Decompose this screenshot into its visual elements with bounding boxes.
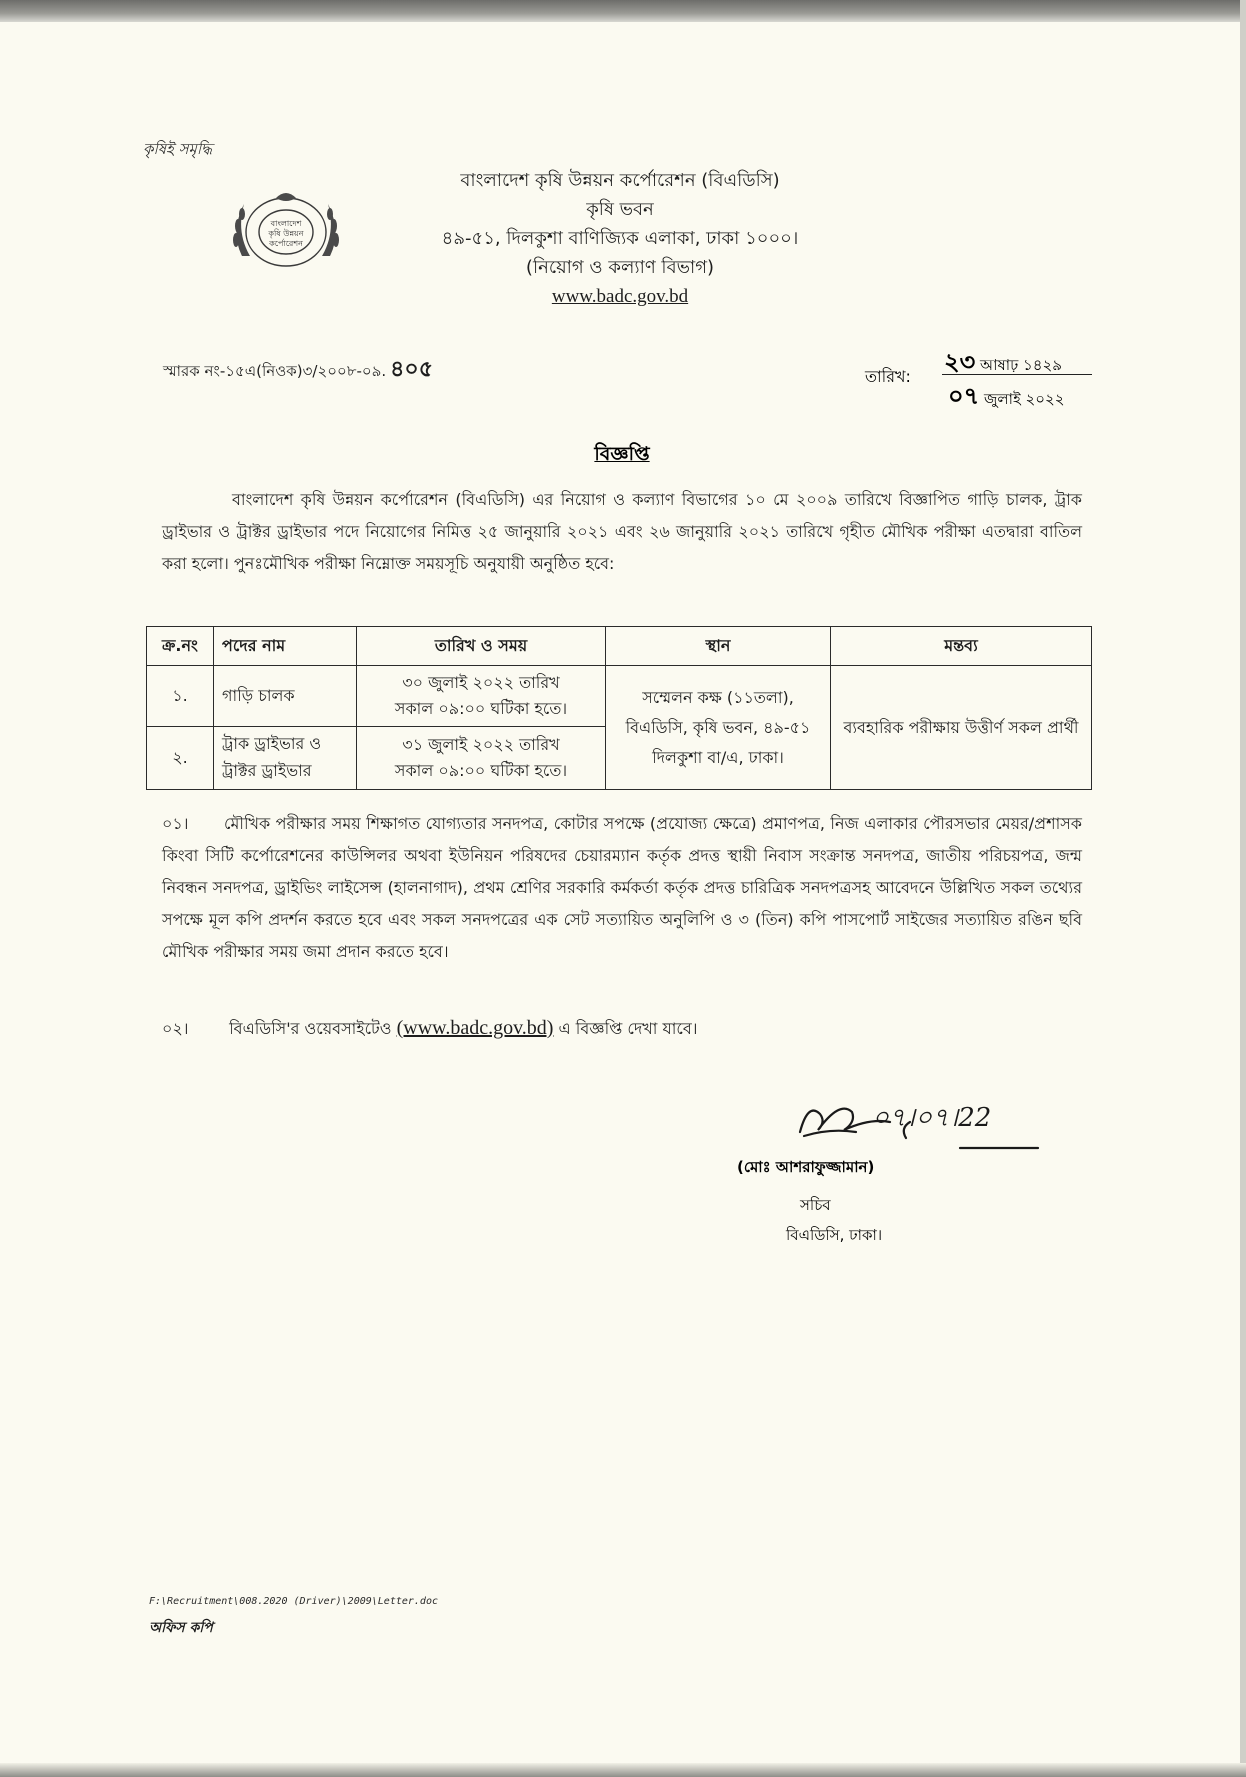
row-time: সকাল ০৯:০০ ঘটিকা হতে।	[394, 761, 568, 780]
instruction-item	[162, 808, 1082, 968]
scan-edge-bottom	[0, 1763, 1246, 1777]
signatory-org: বিএডিসি, ঢাকা।	[786, 1226, 883, 1244]
venue-cell: সম্মেলন কক্ষ (১১তলা), বিএডিসি, কৃষি ভবন, ৪৯-৫১ দিলকুশা বা/এ, ঢাকা।	[606, 666, 831, 790]
row-date: ৩০ জুলাই ২০২২ তারিখ	[402, 673, 560, 692]
table-row	[147, 666, 1092, 727]
remarks-cell: ব্যবহারিক পরীক্ষায় উত্তীর্ণ সকল প্রার্থী	[831, 666, 1092, 790]
website-link[interactable]: (www.badc.gov.bd)	[396, 1017, 554, 1039]
org-name: বাংলাদেশ কৃষি উন্নয়ন কর্পোরেশন (বিএডিসি)	[460, 170, 780, 191]
row-sl: ২.	[147, 727, 214, 790]
date-label: তারিখ:	[865, 367, 911, 386]
scan-edge-top	[0, 0, 1246, 22]
item-text-after: এ বিজ্ঞপ্তি দেখা যাবে।	[558, 1019, 698, 1038]
signatory-title: সচিব	[800, 1196, 831, 1214]
row-post: গাড়ি চালক	[214, 666, 357, 727]
row-date-time	[357, 727, 606, 790]
row-date: ৩১ জুলাই ২০২২ তারিখ	[402, 735, 560, 754]
item-text-before: বিএডিসি'র ওয়েবসাইটেও	[229, 1019, 392, 1038]
item-number: ০১।	[162, 814, 189, 833]
item-number: ০২।	[162, 1019, 189, 1038]
date-divider	[942, 374, 1092, 375]
notice-intro: বাংলাদেশ কৃষি উন্নয়ন কর্পোরেশন (বিএডিসি) এর নিয়োগ ও কল্যাণ বিভাগের ১০ মে ২০০৯ তারিখে বিজ্ঞাপিত গাড়ি চালক, ট্রাক ড্রাইভার ও ট্রাক্টর ড্রাইভার পদে নিয়োগের নিমিত্ত ২৫ জানুয়ারি ২০২১ এবং ২৬ জানুয়ারি ২০২১ তারিখে গৃহীত মৌখিক পরীক্ষা এতদ্বারা বাতিল করা হলো। পুনঃমৌখিক পরীক্ষা নিম্নোক্ত সময়সূচি অনুযায়ী অনুষ্ঠিত হবে:	[162, 490, 1082, 573]
motto: কৃষিই সমৃদ্ধি	[143, 140, 213, 158]
file-path: F:\Recruitment\008.2020 (Driver)\2009\Letter.doc	[149, 1596, 438, 1607]
english-date	[948, 378, 1098, 418]
row-sl: ১.	[147, 666, 214, 727]
row-date-time	[357, 666, 606, 727]
instruction-item	[162, 1012, 1082, 1045]
logo-text-line-2: কৃষি উন্নয়ন	[268, 229, 304, 238]
logo-text-line-3: কর্পোরেশন	[269, 239, 303, 248]
row-post: ট্রাক ড্রাইভার ও ট্রাক্টর ড্রাইভার	[214, 727, 357, 790]
signatory-name: (মোঃ আশরাফুজ্জামান)	[737, 1158, 875, 1176]
header-date: তারিখ ও সময়	[357, 627, 606, 666]
english-day: ০৭	[948, 382, 980, 410]
building-name: কৃষি ভবন	[586, 199, 654, 220]
logo-text-line-1: বাংলাদেশ	[270, 219, 302, 228]
org-address: ৪৯-৫১, দিলকুশা বাণিজ্যিক এলাকা, ঢাকা ১০০০।	[441, 228, 799, 249]
english-month-year: জুলাই ২০২২	[984, 390, 1065, 408]
department-name: (নিয়োগ ও কল্যাণ বিভাগ)	[525, 257, 715, 278]
header-place: স্থান	[606, 627, 831, 666]
notice-heading: বিজ্ঞপ্তি	[594, 443, 650, 465]
row-time: সকাল ০৯:০০ ঘটিকা হতে।	[394, 699, 568, 718]
header-post: পদের নাম	[214, 627, 357, 666]
office-copy-stamp: অফিস কপি	[149, 1620, 213, 1636]
memo-number: ৪০৫	[390, 357, 433, 382]
website-link[interactable]: www.badc.gov.bd	[551, 286, 689, 307]
item-text: মৌখিক পরীক্ষার সময় শিক্ষাগত যোগ্যতার সনদপত্র, কোটার সপক্ষে (প্রযোজ্য ক্ষেত্রে) প্রমাণপত্র, নিজ এলাকার পৌরসভার মেয়র/প্রশাসক কিংবা সিটি কর্পোরেশনের কাউন্সিলর অথবা ইউনিয়ন পরিষদের চেয়ারম্যান কর্তৃক প্রদত্ত স্থায়ী নিবাস সংক্রান্ত সনদপত্র, জাতীয় পরিচয়পত্র, জন্ম নিবন্ধন সনদপত্র, ড্রাইভিং লাইসেন্স (হালনাগাদ), প্রথম শ্রেণির সরকারি কর্মকর্তা কর্তৃক প্রদত্ত চারিত্রিক সনদপত্রসহ আবেদনে উল্লিখিত সকল তথ্যের সপক্ষে মূল কপি প্রদর্শন করতে হবে এবং সকল সনদপত্রের এক সেট সত্যায়িত অনুলিপি ও ৩ (তিন) কপি পাসপোর্ট সাইজের সত্যায়িত রঙিন ছবি মৌখিক পরীক্ষার সময় জমা প্রদান করতে হবে।	[162, 814, 1082, 961]
bangla-month-year: আষাঢ় ১৪২৯	[980, 356, 1063, 374]
memo-label: স্মারক নং-১৫এ(নিওক)৩/২০০৮-০৯.	[163, 362, 387, 380]
handwritten-signature	[760, 1092, 1060, 1164]
header-sl: ক্র.নং	[147, 627, 214, 666]
scan-edge-right	[1240, 0, 1246, 1777]
header-remarks: মন্তব্য	[831, 627, 1092, 666]
table-header-row	[147, 627, 1092, 666]
letterhead	[390, 166, 850, 311]
memo-reference	[163, 352, 433, 389]
signature-date: ০৭।০৭।22	[872, 1103, 992, 1133]
schedule-table	[146, 626, 1092, 790]
bangla-day: ২৩	[944, 348, 976, 376]
badc-logo	[222, 186, 350, 276]
